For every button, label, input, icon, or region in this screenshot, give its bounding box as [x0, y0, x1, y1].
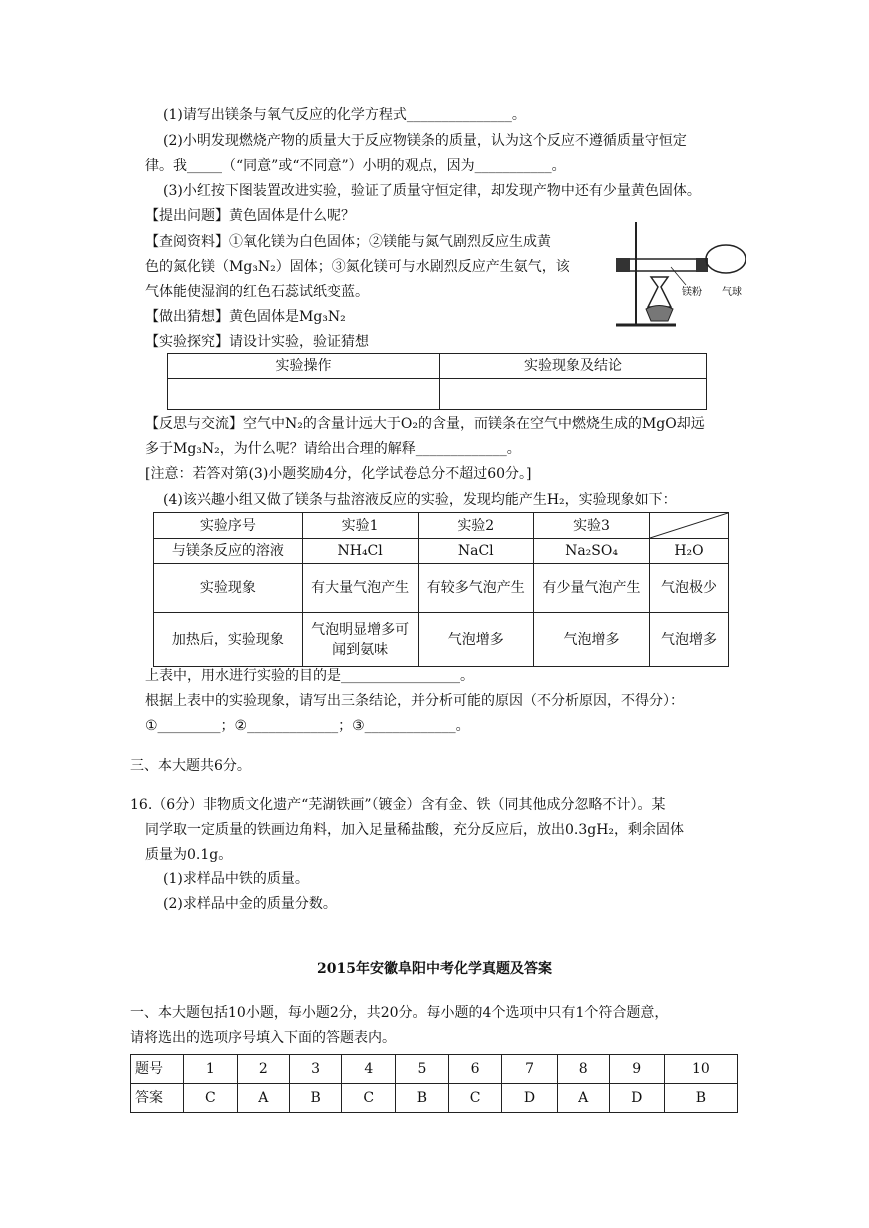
q15-part2-line2: 律。我_____（“同意”或“不同意”）小明的观点，因为___________。	[145, 158, 566, 174]
mg-powder-label: 镁粉	[682, 287, 702, 298]
explore-table	[167, 353, 707, 410]
answer-key: A	[237, 1084, 289, 1113]
answer-number: 6	[448, 1055, 502, 1084]
answer-key: B	[289, 1084, 342, 1113]
heated-4: 气泡增多	[650, 613, 729, 667]
bonus-note: [注意：若答对第(3)小题奖励4分，化学试卷总分不超过60分。]	[145, 466, 532, 482]
q15-part3: (3)小红按下图装置改进实验，验证了质量守恒定律，却发现产物中还有少量黄色固体。	[163, 183, 701, 199]
answer-number: 8	[557, 1055, 609, 1084]
answer-key: D	[502, 1084, 557, 1113]
q15-part1: (1)请写出镁条与氧气反应的化学方程式_______________。	[163, 107, 526, 123]
answer-key: C	[342, 1084, 396, 1113]
answer-number-row	[131, 1055, 738, 1084]
answers-intro-line2: 请将选出的选项序号填入下面的答题表内。	[130, 1030, 396, 1046]
answers-intro-line1: 一、本大题包括10小题，每小题2分，共20分。每小题的4个选项中只有1个符合题意，	[130, 1005, 669, 1021]
experiment-table	[153, 512, 729, 667]
answer-key: C	[448, 1084, 502, 1113]
heated-1: 气泡明显增多可闻到氨味	[302, 613, 418, 667]
number-row-label: 题号	[131, 1055, 184, 1084]
answer-key: B	[396, 1084, 449, 1113]
exp-header-3: 实验3	[534, 513, 650, 539]
answer-key-row	[131, 1084, 738, 1113]
answer-number: 3	[289, 1055, 342, 1084]
solution-2: NaCl	[418, 539, 534, 564]
key-row-label: 答案	[131, 1084, 184, 1113]
section3-heading: 三、本大题共6分。	[130, 758, 251, 774]
explore-header-result: 实验现象及结论	[440, 354, 707, 379]
solution-3: Na₂SO₄	[534, 539, 650, 564]
answer-key-table	[130, 1054, 738, 1113]
q16-part2: (2)求样品中金的质量分数。	[163, 896, 337, 912]
explore-cell-result	[440, 379, 707, 410]
conclude-line: 根据上表中的实验现象，请写出三条结论，并分析可能的原因（不分析原因，不得分）：	[145, 693, 684, 709]
q16-line2: 同学取一定质量的铁画边角料，加入足量稀盐酸，充分反应后，放出0.3gH₂，剩余固体	[145, 822, 685, 838]
heated-3: 气泡增多	[534, 613, 650, 667]
heated-2: 气泡增多	[418, 613, 534, 667]
answer-key: A	[557, 1084, 609, 1113]
consult-line2: 色的氮化镁（Mg₃N₂）固体；③氮化镁可与水剧烈反应产生氨气，该	[145, 259, 570, 275]
explore-cell-op	[168, 379, 440, 410]
diagonal-slash	[650, 513, 728, 538]
answer-key: B	[664, 1084, 737, 1113]
exp-header-blank	[650, 513, 729, 539]
reflect-line2: 多于Mg₃N₂，为什么呢？请给出合理的解释_____________。	[145, 441, 521, 457]
q15-part4: (4)该兴趣小组又做了镁条与盐溶液反应的实验，发现均能产生H₂，实验现象如下：	[163, 492, 677, 508]
solution-4: H₂O	[650, 539, 729, 564]
explore-header-op: 实验操作	[168, 354, 440, 379]
phenomenon-3: 有少量气泡产生	[534, 564, 650, 613]
phenomenon-2: 有较多气泡产生	[418, 564, 534, 613]
heated-label: 加热后，实验现象	[154, 613, 303, 667]
conclude-blanks: ①_________；②_____________；③_____________。	[145, 718, 470, 734]
apparatus-diagram	[596, 217, 746, 332]
answer-key: D	[609, 1084, 664, 1113]
purpose-line: 上表中，用水进行实验的目的是_________________。	[145, 668, 474, 684]
phenomenon-1: 有大量气泡产生	[302, 564, 418, 613]
solution-label: 与镁条反应的溶液	[154, 539, 303, 564]
guess-line: 【做出猜想】黄色固体是Mg₃N₂	[145, 309, 346, 325]
phenomenon-label: 实验现象	[154, 564, 303, 613]
balloon-label: 气球	[722, 287, 742, 298]
answer-number: 7	[502, 1055, 557, 1084]
exp-header-label: 实验序号	[154, 513, 303, 539]
reflect-line1: 【反思与交流】空气中N₂的含量计远大于O₂的含量，而镁条在空气中燃烧生成的MgO却远	[145, 416, 705, 432]
answer-number: 9	[609, 1055, 664, 1084]
answer-number: 10	[664, 1055, 737, 1084]
q15-part2-line1: (2)小明发现燃烧产物的质量大于反应物镁条的质量，认为这个反应不遵循质量守恒定	[163, 133, 687, 149]
exp-header-1: 实验1	[302, 513, 418, 539]
answer-number: 2	[237, 1055, 289, 1084]
q16-line3: 质量为0.1g。	[145, 847, 233, 863]
exp-header-2: 实验2	[418, 513, 534, 539]
consult-line1: 【查阅资料】①氧化镁为白色固体；②镁能与氮气剧烈反应生成黄	[145, 234, 551, 250]
solution-1: NH₄Cl	[302, 539, 418, 564]
answers-title: 2015年安徽阜阳中考化学真题及答案	[317, 961, 552, 977]
q16-line1: 16.（6分）非物质文化遗产“芜湖铁画”（镀金）含有金、铁（同其他成分忽略不计）。某	[130, 797, 666, 813]
phenomenon-4: 气泡极少	[650, 564, 729, 613]
answer-number: 5	[396, 1055, 449, 1084]
answer-number: 1	[184, 1055, 238, 1084]
answer-key: C	[184, 1084, 238, 1113]
consult-line3: 气体能使湿润的红色石蕊试纸变蓝。	[145, 284, 369, 300]
answer-number: 4	[342, 1055, 396, 1084]
propose-question: 【提出问题】黄色固体是什么呢？	[145, 208, 355, 224]
q16-part1: (1)求样品中铁的质量。	[163, 871, 309, 887]
explore-line: 【实验探究】请设计实验，验证猜想	[145, 334, 369, 350]
